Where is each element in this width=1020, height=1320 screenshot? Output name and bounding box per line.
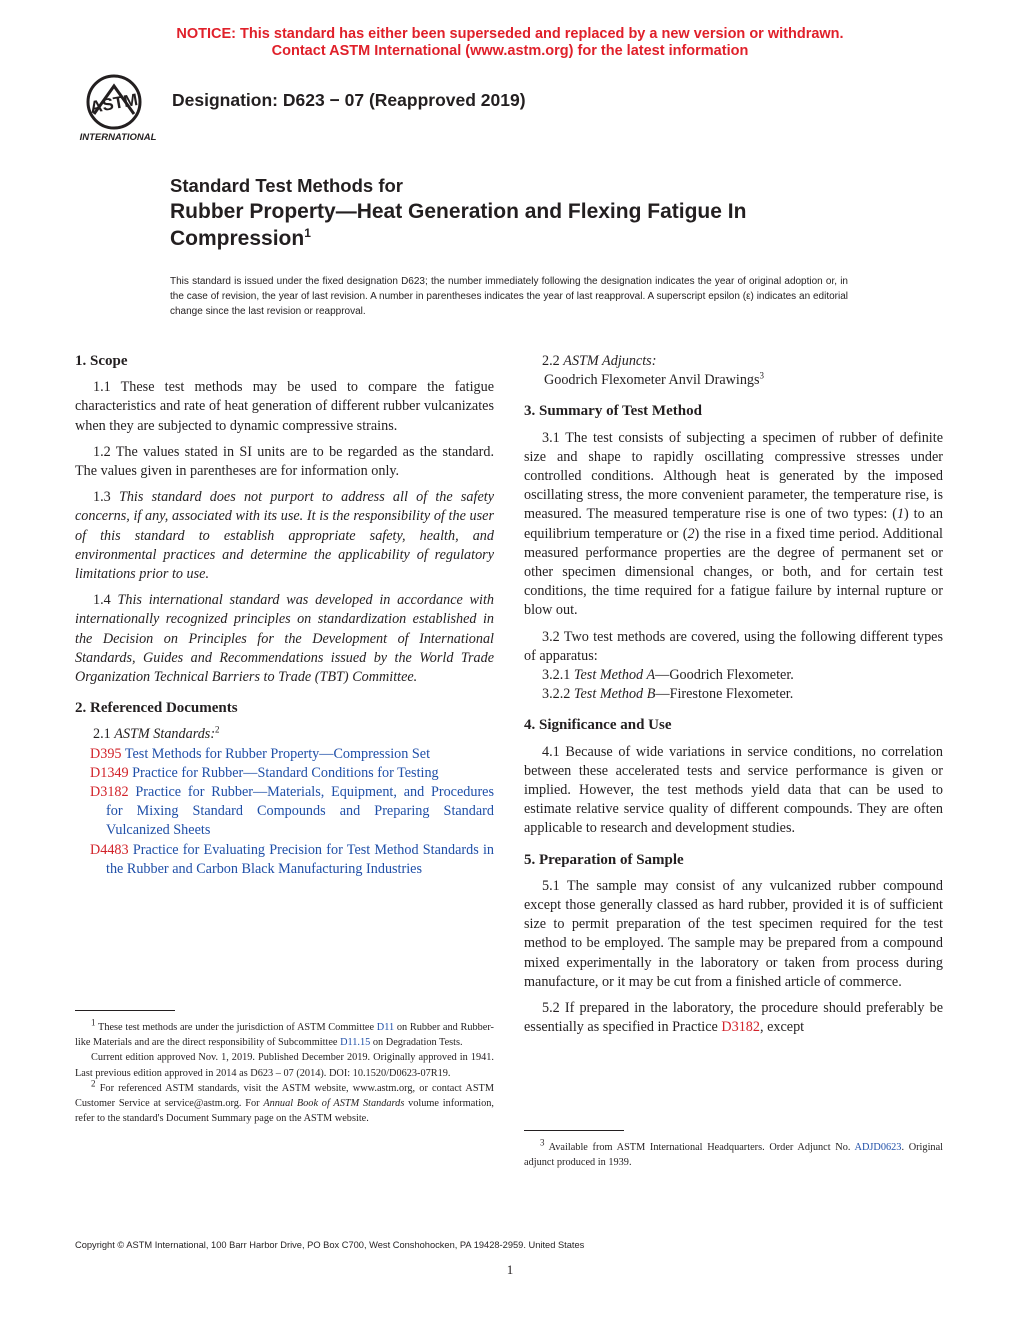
footnotes-right <box>524 1137 944 1170</box>
notice-line-1: NOTICE: This standard has either been superseded and replaced by a new version or withdrawn. <box>176 26 844 42</box>
reference-d395[interactable]: D395 Test Methods for Rubber Property—Compression Set <box>90 745 431 762</box>
para-3-2-2: 3.2.2 Test Method B—Firestone Flexometer. <box>542 686 794 703</box>
reference-d4483[interactable]: D4483 Practice for Evaluating Precision for Test Method Standards in the Rubber and Carbon Black Manufacturing Industries <box>90 841 495 877</box>
adjunct-item: Goodrich Flexometer Anvil Drawings$^3$ <box>544 370 765 389</box>
section-summary-heading: 3. Summary of Test Method <box>524 403 702 420</box>
page-number: 1 <box>506 1262 514 1277</box>
link-d3182[interactable]: D3182 <box>721 1019 760 1036</box>
link-d11-15[interactable]: D11.15 <box>340 1037 371 1049</box>
astm-logo-icon <box>74 74 162 144</box>
footnote-rule-right <box>524 1130 624 1131</box>
para-5-2: 5.2 If prepared in the laboratory, the procedure should preferably be essentially as specified in Practice D3182, except <box>524 1000 943 1036</box>
para-1-3: 1.3 This standard does not purport to address all of the safety concerns, if any, associated with its use. It is the responsibility of the user of this standard to establish appropriate safety, health, and environmental practices and determine the applicability of regulatory limitations prior to use. <box>75 489 494 583</box>
footnote-2: $^2$ For referenced ASTM standards, visit the ASTM website, www.astm.org, or contact ASTM Customer Service at service@astm.org. For Annual Book of ASTM Standards volume information, refer to the standard's Document Summary page on the ASTM website. <box>75 1078 495 1125</box>
para-2-1: 2.1 ASTM Standards:$^2$ <box>93 724 220 743</box>
title-footnote-mark: 1 <box>304 226 311 240</box>
svg-text:ASTM: ASTM <box>88 89 140 118</box>
para-3-2: 3.2 Two test methods are covered, using the following different types of apparatus: <box>524 628 943 664</box>
document-title <box>170 174 746 252</box>
footnote-1-edition: Current edition approved Nov. 1, 2019. Published December 2019. Originally approved in 1941. Last previous edition approved in 2014 as D623 – 07 (2014). DOI: 10.1520/D0623-07R19. <box>75 1052 494 1079</box>
title-line-3: Compression$^1$ <box>170 226 311 250</box>
left-column <box>75 352 494 879</box>
reference-d1349[interactable]: D1349 Practice for Rubber—Standard Conditions for Testing <box>90 764 439 781</box>
link-adjd0623[interactable]: ADJD0623 <box>854 1142 902 1153</box>
link-d11[interactable]: D11 <box>376 1022 395 1033</box>
para-3-1: 3.1 The test consists of subjecting a specimen of rubber of definite size and shape to rapidly oscillating compressive stresses under controlled conditions. Although heat is generated by the imposed oscillating stress, the more convenient parameter, the temperature rise, is measured. The measured temperature rise is one of two types: (1) to an equilibrium temperature or (2) the rise in a fixed time period. Additional measured performance properties are the degree of permanent set or other specimen dimensional changes, or both, and for certain test conditions, the time required for a fatigue failure by internal rupture or blow out. <box>524 429 943 619</box>
para-3-2-1: 3.2.1 Test Method A—Goodrich Flexometer. <box>542 667 794 684</box>
footnote-3: $^3$ Available from ASTM International Headquarters. Order Adjunct No. ADJD0623. Original adjunct produced in 1939. <box>524 1137 944 1169</box>
issued-note: This standard is issued under the fixed designation D623; the number immediately following the designation indicates the year of original adoption or, in the case of revision, the year of last revision. A number in parentheses indicates the year of last reapproval. A superscript epsilon (ε) indicates an editorial change since the last revision or reapproval. <box>170 276 848 317</box>
astm-international-logo <box>74 74 162 144</box>
footnote-1: $^1$ These test methods are under the jurisdiction of ASTM Committee D11 on Rubber and Rubber-like Materials and are the direct responsibility of Subcommittee D11.15 on Degradation Tests. <box>75 1017 494 1049</box>
title-line-2: Rubber Property—Heat Generation and Flexing Fatigue In <box>170 200 747 223</box>
para-1-1: 1.1 These test methods may be used to compare the fatigue characteristics and rate of heat generation of different rubber vulcanizates when they are subjected to dynamic compressive strains. <box>75 379 494 434</box>
para-2-2: 2.2 ASTM Adjuncts: <box>542 353 657 369</box>
section-preparation-heading: 5. Preparation of Sample <box>524 851 684 868</box>
para-1-4: 1.4 This international standard was developed in accordance with internationally recognized principles on standardization established in the Decision on Principles for the Development of International Standards, Guides and Recommendations issued by the World Trade Organization Technical Barriers to Trade (TBT) Committee. <box>75 592 494 686</box>
right-column <box>524 352 943 1038</box>
footnote-rule-left <box>75 1010 175 1011</box>
footnotes-left <box>75 1017 495 1126</box>
logo-text: INTERNATIONAL <box>79 132 157 143</box>
designation: Designation: D623 − 07 (Reapproved 2019) <box>172 90 526 110</box>
para-5-1: 5.1 The sample may consist of any vulcanized rubber compound except those generally classed as hard rubber, provided it is of sufficient size to permit preparation of the test specimen required for the test method to be employed. The sample may be prepared from a compound mixed experimentally in the laboratory or taken from process during manufacture, or it may be cut from a finished article of commerce. <box>524 877 943 990</box>
notice-line-2: Contact ASTM International (www.astm.org) for the latest information <box>271 43 749 59</box>
section-significance-heading: 4. Significance and Use <box>524 717 672 734</box>
section-scope-heading: 1. Scope <box>75 353 128 369</box>
supersede-notice <box>0 26 1020 60</box>
para-1-2: 1.2 The values stated in SI units are to be regarded as the standard. The values given in parentheses are for information only. <box>75 443 494 480</box>
copyright-line: Copyright © ASTM International, 100 Barr Harbor Drive, PO Box C700, West Conshohocken, PA 19428-2959. United States <box>75 1240 585 1250</box>
title-line-1: Standard Test Methods for <box>170 175 403 196</box>
reference-d3182[interactable]: D3182 Practice for Rubber—Materials, Equipment, and Procedures for Mixing Standard Compounds and Preparing Standard Vulcanized Sheets <box>90 784 494 839</box>
para-4-1: 4.1 Because of wide variations in service conditions, no correlation between these accelerated tests and service performance is given or implied. However, the test methods yield data that can be used to estimate relative service quality of different compounds. They are often applicable to research and development studies. <box>524 743 943 837</box>
section-referenced-heading: 2. Referenced Documents <box>75 700 238 717</box>
